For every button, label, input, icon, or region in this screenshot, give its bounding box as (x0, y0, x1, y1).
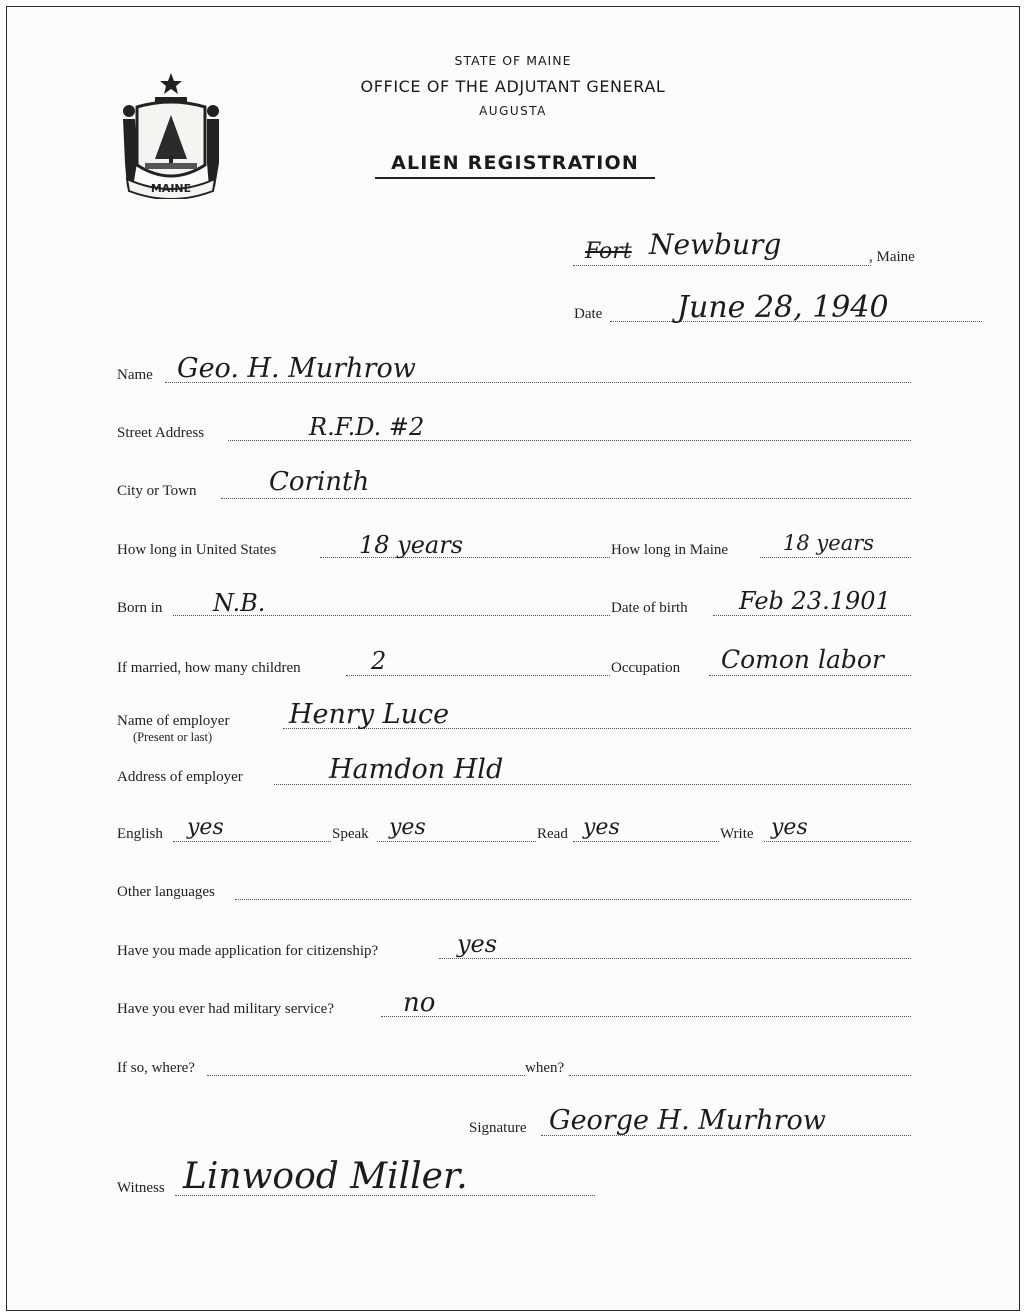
place-line (573, 265, 871, 266)
signature-label: Signature (469, 1120, 527, 1136)
read-label: Read (537, 826, 568, 842)
children-line (346, 675, 610, 676)
registration-form (6, 6, 1020, 1311)
employer-label: Name of employer (117, 713, 230, 729)
city-line (221, 498, 911, 499)
english-line (173, 841, 331, 842)
write-line (764, 841, 911, 842)
place-struck: Fort (585, 239, 632, 264)
other-languages-line (235, 899, 911, 900)
citizenship-line (439, 958, 911, 959)
speak-line (377, 841, 536, 842)
write-label: Write (720, 826, 754, 842)
read-value: yes (583, 815, 620, 840)
name-value: Geo. H. Murhrow (177, 353, 416, 384)
children-label: If married, how many children (117, 660, 301, 676)
maine-years-label: How long in Maine (611, 542, 729, 558)
speak-value: yes (389, 815, 426, 840)
name-label: Name (117, 367, 153, 383)
where-label: If so, where? (117, 1060, 195, 1076)
dob-line (713, 615, 911, 616)
dob-value: Feb 23.1901 (739, 587, 891, 615)
english-value: yes (187, 815, 224, 840)
military-label: Have you ever had military service? (117, 1001, 334, 1017)
maine-years-line (760, 557, 911, 558)
where-line (207, 1075, 525, 1076)
dob-label: Date of birth (611, 600, 688, 616)
place-suffix: , Maine (869, 249, 915, 265)
employer-sublabel: (Present or last) (133, 730, 213, 744)
born-label: Born in (117, 600, 163, 616)
header-city: AUGUSTA (479, 104, 547, 118)
signature-value: George H. Murhrow (549, 1105, 826, 1136)
street-label: Street Address (117, 425, 205, 441)
read-line (573, 841, 719, 842)
other-languages-label: Other languages (117, 884, 215, 900)
employer-address-value: Hamdon Hld (329, 754, 504, 785)
city-value: Corinth (269, 467, 370, 497)
occupation-line (709, 675, 911, 676)
english-label: English (117, 826, 163, 842)
maine-years-value: 18 years (783, 531, 875, 555)
citizenship-value: yes (457, 930, 498, 958)
street-value: R.F.D. #2 (309, 413, 425, 441)
when-line (569, 1075, 911, 1076)
employer-address-label: Address of employer (117, 769, 243, 785)
speak-label: Speak (332, 826, 369, 842)
witness-value: Linwood Miller. (183, 1156, 468, 1197)
born-value: N.B. (213, 589, 266, 617)
form-title: ALIEN REGISTRATION (375, 152, 655, 179)
when-label: when? (525, 1060, 565, 1076)
city-label: City or Town (117, 483, 197, 499)
occupation-label: Occupation (611, 660, 681, 676)
military-line (381, 1016, 911, 1017)
children-value: 2 (371, 647, 387, 675)
place-value: Newburg (649, 228, 782, 261)
header-state: STATE OF MAINE (454, 53, 572, 68)
employer-value: Henry Luce (289, 699, 450, 730)
date-value: June 28, 1940 (677, 290, 889, 325)
citizenship-label: Have you made application for citizenship? (117, 943, 379, 959)
seal-text: MAINE (150, 182, 192, 195)
us-years-label: How long in United States (117, 542, 277, 558)
witness-label: Witness (117, 1180, 165, 1196)
date-label: Date (574, 306, 603, 322)
military-value: no (403, 988, 436, 1018)
header-office: OFFICE OF THE ADJUTANT GENERAL (360, 77, 666, 96)
occupation-value: Comon labor (721, 645, 884, 674)
us-years-value: 18 years (359, 531, 464, 559)
write-value: yes (771, 815, 808, 840)
